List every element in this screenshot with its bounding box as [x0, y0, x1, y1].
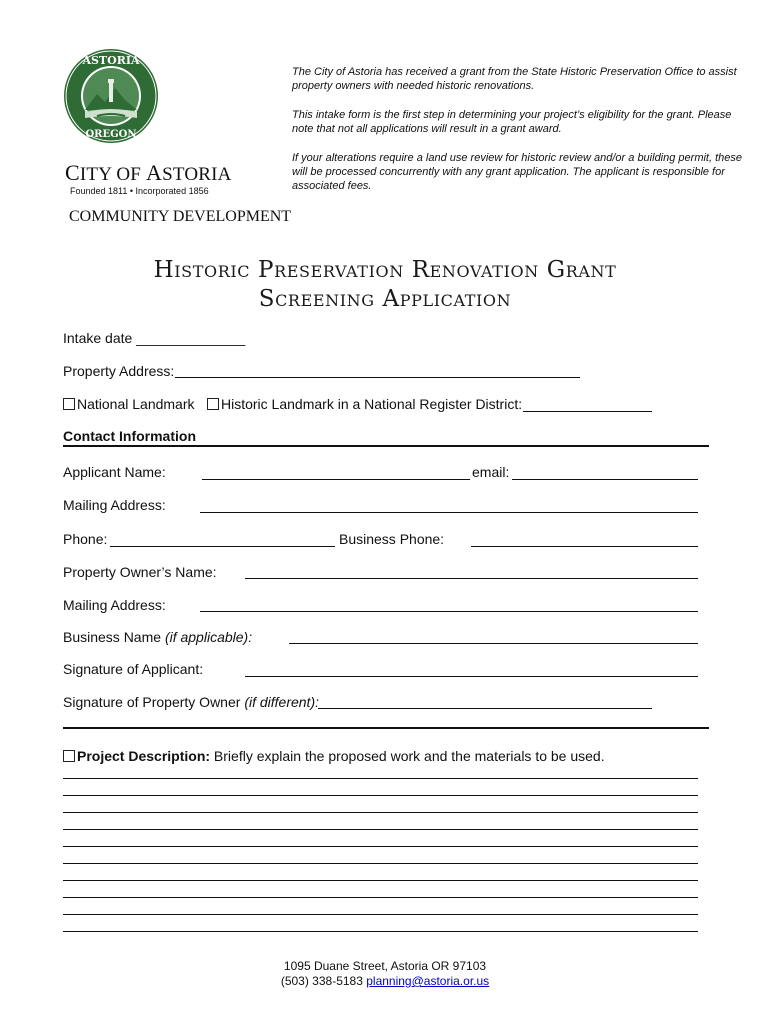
- seal-top-text: ASTORIA: [82, 54, 140, 67]
- national-landmark-option[interactable]: National Landmark: [63, 396, 195, 412]
- project-description-line[interactable]: [63, 900, 698, 915]
- seal-bottom-text: OREGON: [85, 129, 137, 140]
- project-description-line[interactable]: [63, 849, 698, 864]
- footer: [0, 959, 770, 989]
- historic-district-field[interactable]: [523, 396, 652, 412]
- city-name: CITY OF ASTORIA: [65, 160, 232, 185]
- founded-text: Founded 1811 • Incorporated 1856: [70, 186, 209, 196]
- property-address-field[interactable]: [175, 362, 580, 378]
- historic-landmark-checkbox[interactable]: [207, 398, 219, 410]
- project-description-line[interactable]: [63, 815, 698, 830]
- city-seal-logo: [63, 48, 159, 144]
- owner-name-field[interactable]: [245, 563, 698, 579]
- project-description-line[interactable]: [63, 832, 698, 847]
- project-description-checkbox[interactable]: [63, 750, 75, 762]
- project-description-line[interactable]: [63, 764, 698, 779]
- applicant-signature-field[interactable]: [245, 661, 698, 677]
- section-divider: [63, 727, 709, 729]
- footer-email-link[interactable]: planning@astoria.or.us: [366, 974, 490, 988]
- project-description-line[interactable]: [63, 781, 698, 796]
- phone-label: Phone:: [63, 531, 108, 547]
- applicant-name-label: Applicant Name:: [63, 464, 166, 480]
- footer-address: 1095 Duane Street, Astoria OR 97103: [283, 959, 487, 973]
- contact-heading: Contact Information: [63, 428, 196, 444]
- owner-mailing-address-field[interactable]: [200, 596, 698, 612]
- page-title: Historic Preservation Renovation Grant Screening Application: [153, 257, 617, 312]
- business-name-field[interactable]: [289, 628, 698, 644]
- national-landmark-checkbox[interactable]: [63, 398, 75, 410]
- project-description-line[interactable]: [63, 866, 698, 881]
- project-description-line[interactable]: [63, 917, 698, 932]
- intro-paragraph-2: This intake form is the first step in determining your project’s eligibility for the grant. Please note that not all applications will result in a grant award.: [292, 109, 732, 135]
- project-description-label: Project Description: Briefly explain the proposed work and the materials to be used.: [63, 748, 605, 764]
- business-name-label: Business Name (if applicable):: [63, 629, 253, 645]
- applicant-name-field[interactable]: [202, 464, 470, 480]
- intro-paragraph-3: If your alterations require a land use review for historic review and/or a building permit, these will be processed concurrently with any grant application. The applicant is responsible for associated fees.: [292, 152, 743, 192]
- section-divider: [63, 445, 709, 447]
- business-phone-field[interactable]: [471, 531, 698, 547]
- applicant-signature-label: Signature of Applicant:: [63, 661, 204, 677]
- historic-landmark-option[interactable]: Historic Landmark in a National Register District:: [207, 396, 522, 412]
- owner-signature-field[interactable]: [318, 693, 652, 709]
- project-description-line[interactable]: [63, 883, 698, 898]
- business-phone-label: Business Phone:: [339, 531, 445, 547]
- owner-mailing-address-label: Mailing Address:: [63, 597, 166, 613]
- footer-contact: (503) 338-5183 planning@astoria.or.us: [280, 974, 490, 988]
- owner-name-label: Property Owner’s Name:: [63, 564, 217, 580]
- email-field[interactable]: [512, 464, 698, 480]
- phone-field[interactable]: [110, 531, 335, 547]
- mailing-address-label: Mailing Address:: [63, 497, 166, 513]
- property-address-label: Property Address:: [63, 363, 175, 379]
- intake-date-label: Intake date ______________: [63, 330, 246, 346]
- department-name: COMMUNITY DEVELOPMENT: [69, 208, 292, 225]
- owner-signature-label: Signature of Property Owner (if different):: [63, 694, 320, 710]
- email-label: email:: [472, 464, 510, 480]
- intro-paragraph-1: The City of Astoria has received a grant from the State Historic Preservation Office to assist property owners with needed historic renovations.: [292, 66, 737, 92]
- project-description-line[interactable]: [63, 798, 698, 813]
- mailing-address-field[interactable]: [200, 497, 698, 513]
